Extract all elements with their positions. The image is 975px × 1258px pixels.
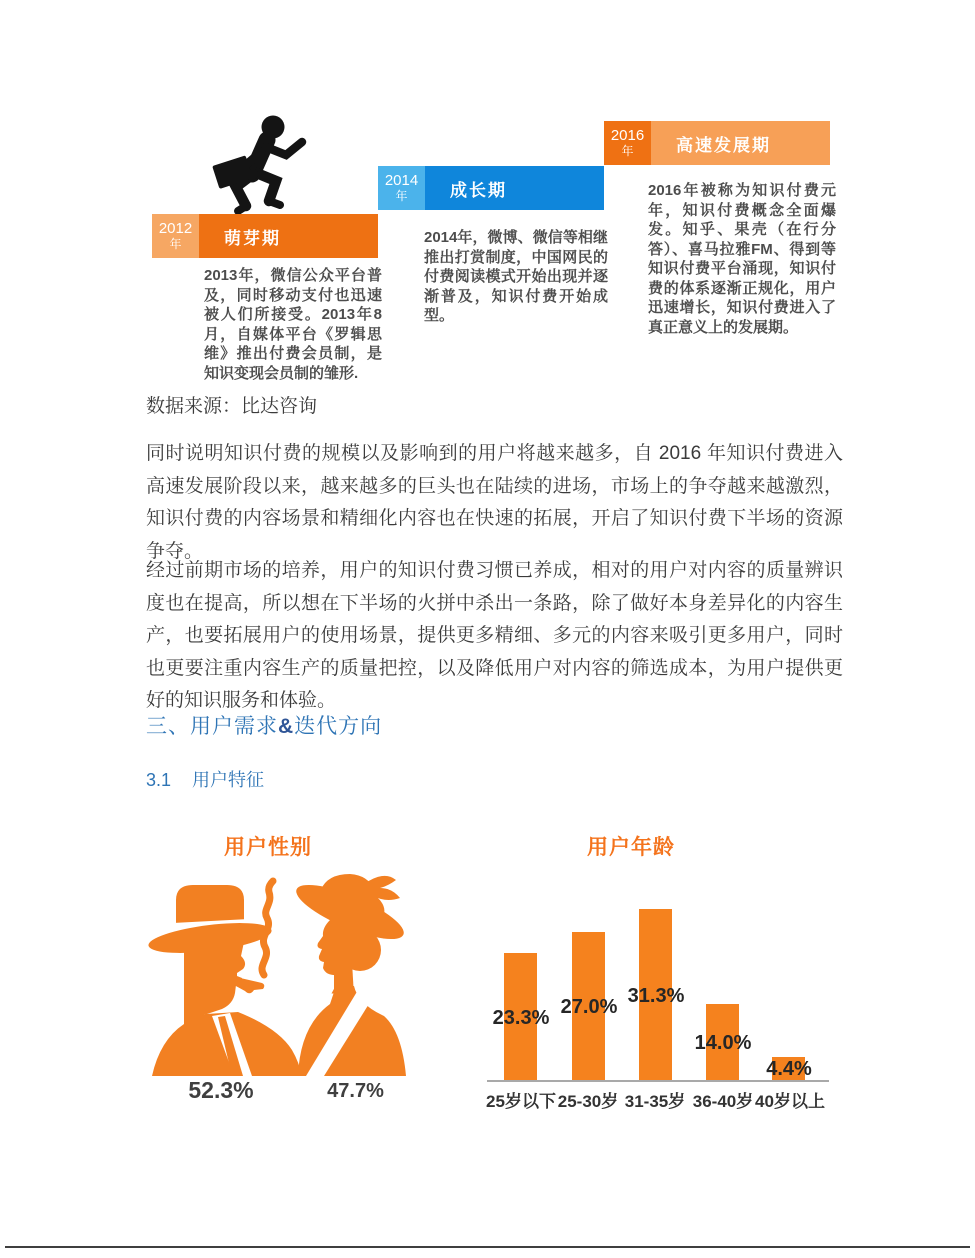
subsection-number: 3.1: [146, 770, 172, 790]
bar-value-label: 4.4%: [766, 1058, 812, 1080]
timeline-stage-2016: [604, 121, 830, 165]
page-bottom-rule: [5, 1246, 970, 1248]
section-heading-prefix: 三、用户需求: [146, 715, 278, 738]
bar-value-label: 14.0%: [694, 1032, 752, 1054]
category-label: 36-40岁: [692, 1092, 754, 1111]
stage-year: 2012: [158, 220, 193, 238]
category-label: 25-30岁: [557, 1092, 619, 1111]
stage-year: 2016: [610, 127, 645, 145]
stage-description: 2016年被称为知识付费元年，知识付费概念全面爆发。知乎、果壳（在行分答）、喜马拉雅FM、得到等知识付费平台涌现，知识付费的体系逐渐正规化，用户迅速增长，知识付费进入了真正意义上的发展期。: [648, 182, 836, 336]
subsection-title: 用户特征: [192, 770, 265, 790]
stage-year-badge: [378, 166, 425, 210]
stage-year-badge: [152, 214, 199, 258]
woman-silhouette-icon: [290, 862, 416, 1076]
category-label: 31-35岁: [624, 1092, 686, 1111]
running-businessman-icon: [210, 114, 310, 218]
section-heading-suffix: 迭代方向: [294, 715, 383, 738]
age-chart: [470, 888, 845, 1082]
stage-description: 2014年，微博、微信等相继推出打赏制度，中国网民的付费阅读模式开始出现并逐渐普及，知识付费开始成型。: [424, 229, 608, 324]
stage-year-suffix: 年: [395, 188, 408, 203]
category-label: 40岁以上: [755, 1092, 825, 1111]
paragraph: 同时说明知识付费的规模以及影响到的用户将越来越多，自 2016 年知识付费进入高速发展阶段以来，越来越多的巨头也在陆续的进场，市场上的争夺越来越激烈，知识付费的内容场景和精细化内容也在快速的拓展，开启了知识付费下半场的资源争夺。: [146, 443, 843, 562]
bar-slot: [734, 889, 844, 1081]
bar-value-label: 27.0%: [560, 996, 618, 1018]
x-axis-line: [487, 1080, 829, 1082]
timeline-stage-2012: [152, 214, 378, 258]
stage-year: 2014: [384, 172, 419, 190]
stage-title: 萌芽期: [199, 214, 378, 258]
male-percentage: 52.3%: [188, 1077, 254, 1103]
stage-year-badge: [604, 121, 651, 165]
bar-value-label: 31.3%: [627, 985, 685, 1007]
stage-description: 2013年，微信公众平台普及，同时移动支付也迅速被人们所接受。2013年8月，自媒体平台《罗辑思维》推出付费会员制，是知识变现会员制的雏形.: [204, 267, 382, 382]
gender-chart-title: 用户性别: [224, 836, 312, 859]
age-chart-title: 用户年龄: [587, 836, 675, 859]
stage-title: 高速发展期: [651, 121, 830, 165]
subsection-heading: [146, 766, 264, 792]
section-heading-ampersand: &: [278, 715, 295, 738]
paragraph: 经过前期市场的培养，用户的知识付费习惯已养成，相对的用户对内容的质量辨识度也在提高，所以想在下半场的火拼中杀出一条路，除了做好本身差异化的内容生产，也要拓展用户的使用场景，提供更多精细、多元的内容来吸引更多用户，同时也更要注重内容生产的质量把控，以及降低用户对内容的筛选成本，为用户提供更好的知识服务和体验。: [146, 560, 843, 711]
timeline-stage-2014: [378, 166, 604, 210]
bar-value-label: 23.3%: [492, 1007, 550, 1029]
man-silhouette-icon: [146, 872, 314, 1076]
category-label: 25岁以下: [486, 1092, 556, 1111]
section-heading: [146, 710, 382, 740]
female-percentage: 47.7%: [327, 1080, 384, 1102]
stage-year-suffix: 年: [621, 143, 634, 158]
stage-year-suffix: 年: [169, 236, 182, 251]
stage-title: 成长期: [425, 166, 604, 210]
data-source-note: 数据来源：比达咨询: [146, 396, 318, 417]
